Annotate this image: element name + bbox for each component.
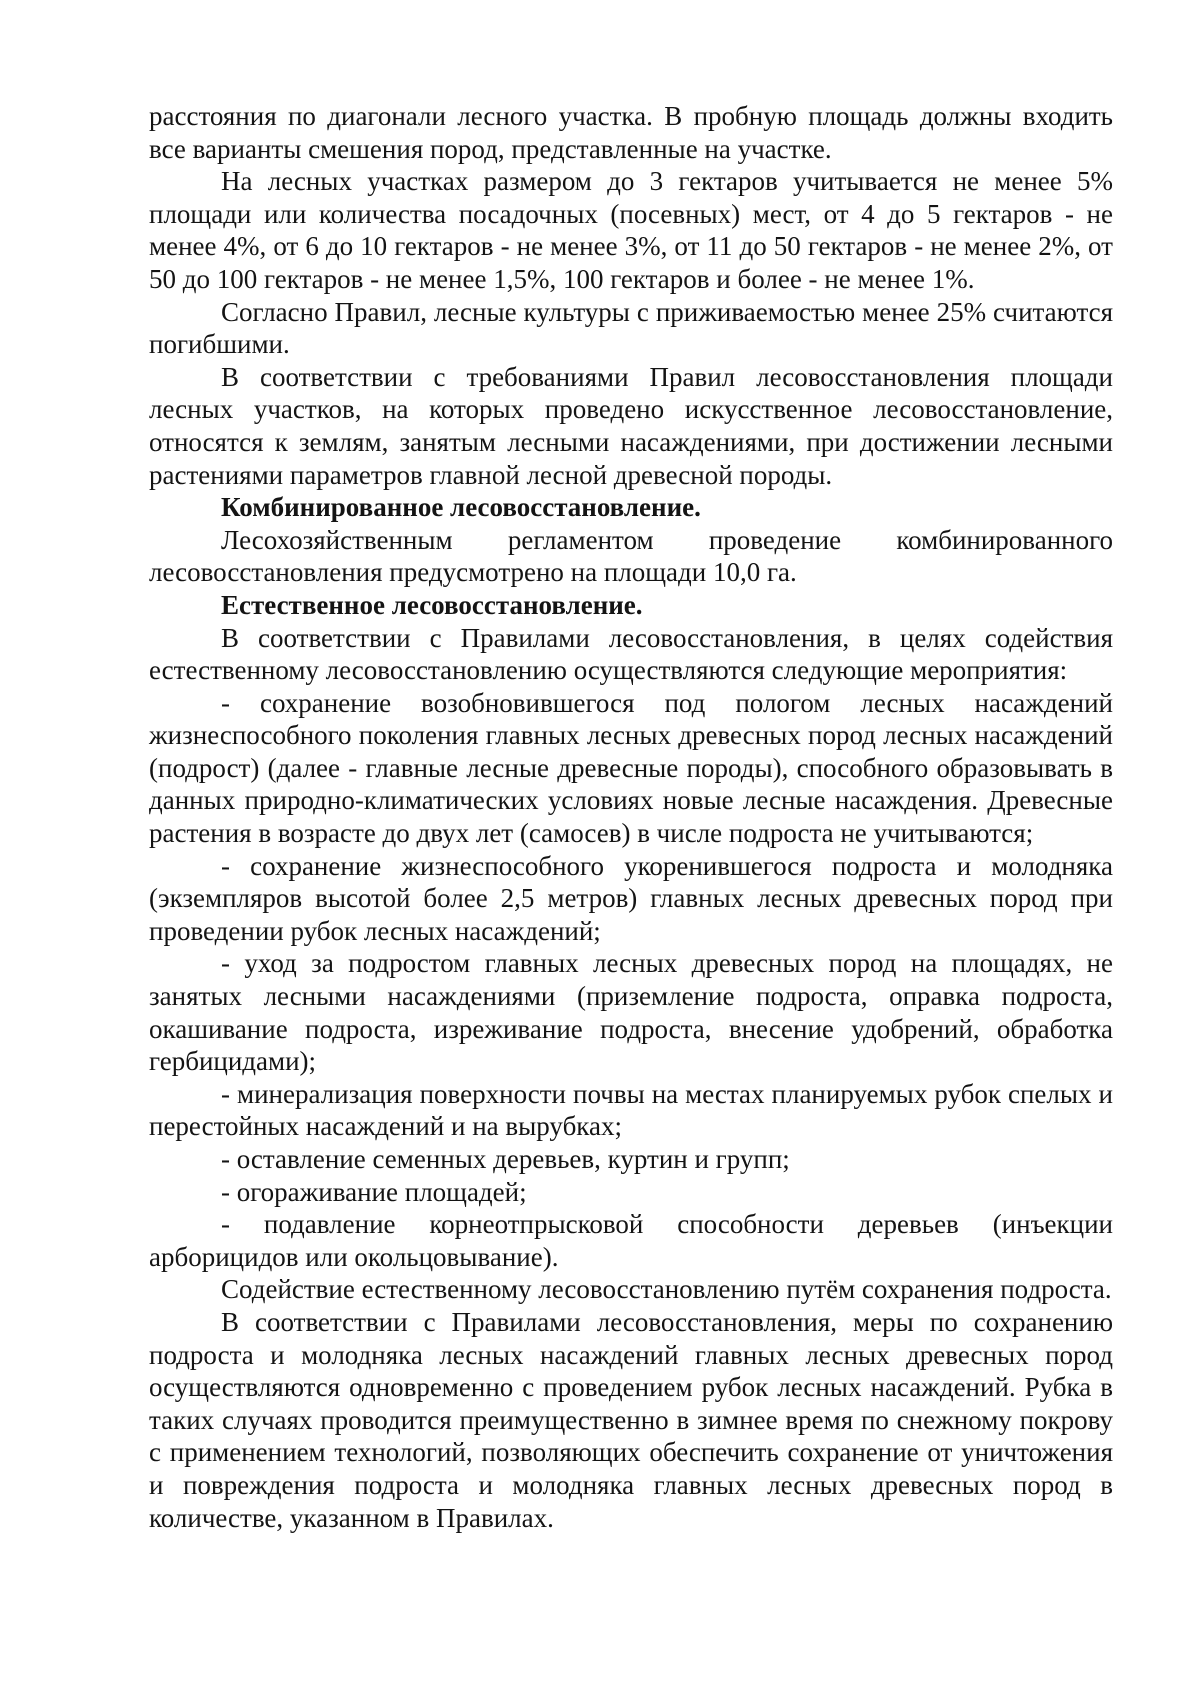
paragraph-natural-measures-intro: В соответствии с Правилами лесовосстановления, в целях содействия естественному лесовосстановлению осуществляются следующие мероприятия: [149, 622, 1113, 686]
list-item-seed-trees: - оставление семенных деревьев, куртин и групп; [221, 1144, 790, 1174]
list-item-soil-mineralization: - минерализация поверхности почвы на местах планируемых рубок спелых и перестойных насаждений и на вырубках; [149, 1078, 1113, 1142]
heading-natural-reforestation: Естественное лесовосстановление. [221, 589, 643, 620]
paragraph-sample-area-norms: На лесных участках размером до 3 гектаров учитывается не менее 5% площади или количества посадочных (посевных) мест, от 4 до 5 гектаров - не менее 4%, от 6 до 10 гектаров - не менее 3%, от 11 до 50 гектаров - не менее 2%, от 50 до 100 гектаров - не менее 1,5%, 100 гектаров и более - не менее 1%. [149, 166, 1113, 294]
list-item-care-undergrowth: - уход за подростом главных лесных древесных пород на площадях, не занятых лесными насаждениями (приземление подроста, оправка подроста, окашивание подроста, изреживание подроста, внесение удобрений, обработка гербицидами); [149, 948, 1113, 1077]
heading-combined-reforestation: Комбинированное лесовосстановление. [221, 492, 701, 523]
list-item-preserve-young-growth: - сохранение жизнеспособного укоренившегося подроста и молодняка (экземпляров высотой более 2,5 метров) главных лесных древесных пород при проведении рубок лесных насаждений; [149, 850, 1113, 946]
paragraph-artificial-reforestation: В соответствии с требованиями Правил лесовосстановления площади лесных участков, на которых проведено искусственное лесовосстановление, относятся к землям, занятым лесными насаждениями, при достижении лесными растениями параметров главной лесной древесной породы. [149, 361, 1113, 490]
paragraph-assistance-preservation: Содействие естественному лесовосстановлению путём сохранения подроста. [221, 1274, 1112, 1305]
paragraph-combined-area: Лесохозяйственным регламентом проведение комбинированного лесовосстановления предусмотрено на площади 10,0 га. [149, 524, 1113, 588]
paragraph-preservation-measures: В соответствии с Правилами лесовосстановления, меры по сохранению подроста и молодняка лесных насаждений главных лесных древесных пород осуществляются одновременно с проведением рубок лесных насаждений. Рубка в таких случаях проводится преимущественно в зимнее время по снежному покрову с применением технологий, позволяющих обеспечить сохранение от уничтожения и повреждения подроста и молодняка главных лесных древесных пород в количестве, указанном в Правилах. [149, 1306, 1113, 1533]
paragraph-continuation: расстояния по диагонали лесного участка. В пробную площадь должны входить все варианты смешения пород, представленные на участке. [149, 101, 1113, 164]
list-item-suppress-root-suckers: - подавление корнеотпрысковой способности деревьев (инъекции арборицидов или окольцовывание). [149, 1209, 1113, 1272]
list-item-preserve-undergrowth: - сохранение возобновившегося под пологом лесных насаждений жизнеспособного поколения главных лесных древесных пород лесных насаждений (подрост) (далее - главные лесные древесные породы), способного образовывать в данных природно-климатических условиях новые лесные насаждения. Древесные растения в возрасте до двух лет (самосев) в числе подроста не учитываются; [149, 687, 1113, 849]
paragraph-failed-cultures: Согласно Правил, лесные культуры с приживаемостью менее 25% считаются погибшими. [149, 296, 1113, 360]
document-page [149, 100, 1113, 1534]
list-item-fencing: - огораживание площадей; [221, 1176, 527, 1207]
